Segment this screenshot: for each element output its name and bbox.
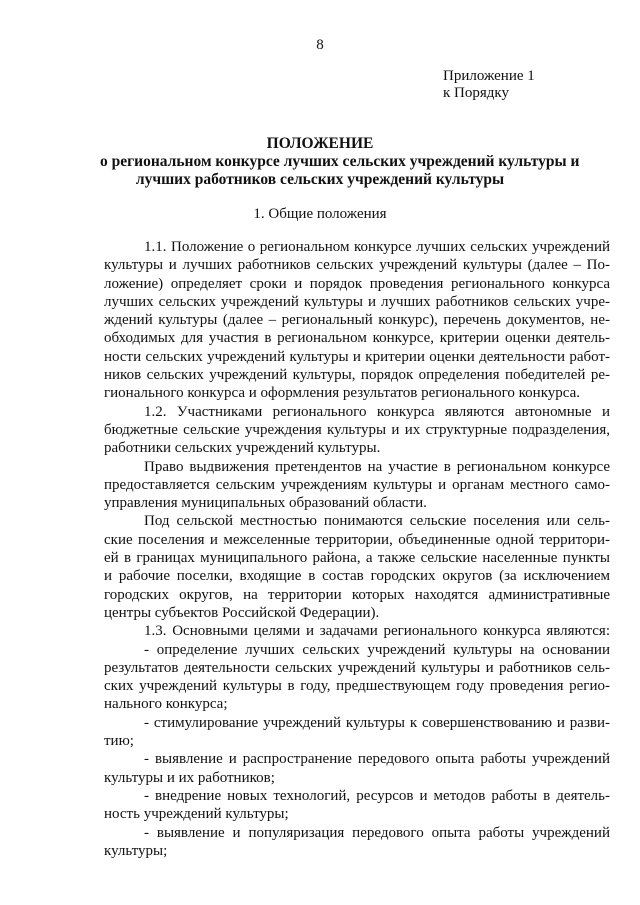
title-line: о региональном конкурсе лучших сельских учреждений культуры и [100, 153, 580, 170]
text-line: ников сельских учреждений культуры, порядок определения победителей ре- [104, 367, 610, 384]
text-line: городских округов, на территории которых находятся административные [104, 586, 610, 603]
text-line: 1.3. Основными целями и задачами регионального конкурса являются: [144, 623, 610, 640]
text-line: культуры; [104, 842, 168, 859]
text-line: культуры и лучших работников сельских учреждений культуры (далее – По- [104, 257, 610, 274]
text-line: результатов деятельности сельских учреждений культуры и работников сель- [104, 659, 610, 676]
appendix-line: к Порядку [443, 85, 509, 101]
text-line: гионального конкурса и оформления результатов регионального конкурса. [104, 385, 581, 402]
text-line: нального конкурса; [104, 696, 228, 713]
text-line: управления муниципальных образований области. [104, 495, 427, 512]
title-line: лучших работников сельских учреждений культуры [135, 171, 505, 188]
text-line: - определение лучших сельских учреждений культуры на основании [144, 641, 610, 658]
section-heading: 1. Общие положения [253, 206, 387, 222]
text-line: лучших сельских учреждений культуры и лучших работников сельских учре- [104, 293, 610, 310]
text-line: центры субъектов Российской Федерации). [104, 604, 380, 621]
text-line: ские поселения и межселенные территории, объединенные одной территори- [104, 531, 610, 548]
text-line: 1.1. Положение о региональном конкурсе лучших сельских учреждений [144, 239, 610, 255]
appendix-line: Приложение 1 [443, 68, 535, 84]
text-line: бюджетные сельские учреждения культуры и их структурные подразделения, [104, 421, 610, 438]
text-line: Право выдвижения претендентов на участие в региональном конкурсе [144, 458, 610, 475]
text-line: 1.2. Участниками регионального конкурса являются автономные и [144, 403, 610, 420]
text-line: обходимых для участия в региональном конкурсе, критерии оценки деятель- [104, 330, 610, 347]
text-line: - стимулирование учреждений культуры к совершенствованию и разви- [144, 714, 610, 731]
document-title [100, 135, 580, 189]
appendix-reference [443, 68, 535, 102]
text-line: - выявление и популяризация передового опыта работы учреждений [144, 824, 610, 841]
text-line: Под сельской местностью понимаются сельские поселения или сель- [144, 513, 610, 530]
page-number: 8 [316, 37, 324, 53]
text-line: работники сельских учреждений культуры. [104, 440, 381, 457]
title-line: ПОЛОЖЕНИЕ [266, 135, 374, 152]
text-line: ждений культуры (далее – региональный конкурс), перечень документов, не- [104, 312, 610, 329]
text-line: культуры и их работников; [104, 769, 275, 786]
text-line: ложение) определяет сроки и порядок проведения регионального конкурса [104, 275, 610, 292]
text-line: - внедрение новых технологий, ресурсов и методов работы в деятель- [144, 787, 610, 804]
text-line: ности сельских учреждений культуры и критерии оценки деятельности работ- [104, 348, 610, 365]
text-line: ность учреждений культуры; [104, 806, 289, 823]
text-line: и рабочие поселки, входящие в состав городских округов (за исключением [104, 568, 610, 585]
text-line: предоставляется сельским учреждениям культуры и органам местного само- [104, 476, 610, 493]
text-line: тию; [104, 733, 134, 750]
text-line: ских учреждений культуры в году, предшествующем году проведения регио- [104, 678, 610, 695]
text-line: ей в границах муниципального района, а также сельские населенные пункты [104, 550, 610, 567]
body-text [104, 238, 610, 860]
text-line: - выявление и распространение передового опыта работы учреждений [144, 751, 610, 768]
